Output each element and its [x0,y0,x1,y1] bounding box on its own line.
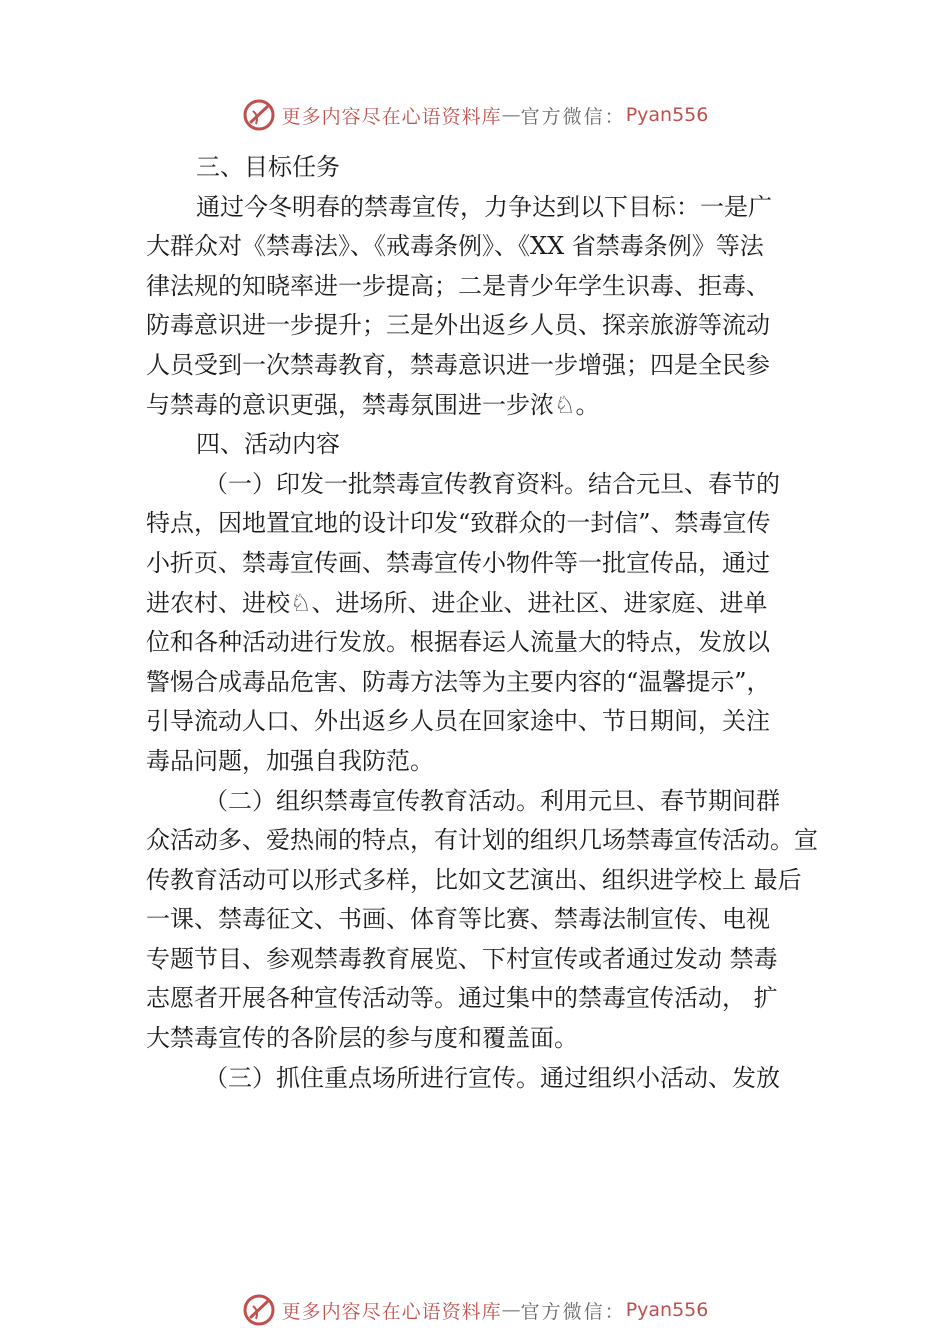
paragraph-line: 众活动多、爱热闹的特点，有计划的组织几场禁毒宣传活动。宣 [146,826,818,855]
paragraph-line: （二）组织禁毒宣传教育活动。利用元旦、春节期间群 [204,786,780,815]
paragraph-line: 律法规的知晓率进一步提高；二是青少年学生识毒、拒毒、 [146,271,770,300]
banner-brand-text: 更多内容尽在心语资料库 [281,105,502,128]
paragraph-line: 防毒意识进一步提升；三是外出返乡人员、探亲旅游等流动 [146,311,770,340]
banner-brand-text: 更多内容尽在心语资料库 [281,1300,502,1323]
brand-logo-icon [242,98,276,132]
paragraph-line: 专题节目、参观禁毒教育展览、下村宣传或者通过发动 禁毒 [146,944,778,973]
paragraph-line: 大禁毒宣传的各阶层的参与度和覆盖面。 [146,1024,578,1053]
banner-dash: — [501,1299,521,1321]
footer-banner [0,1290,950,1330]
document-body [146,148,836,1098]
paragraph-line: 通过今冬明春的禁毒宣传，力争达到以下目标：一是广 [196,192,772,221]
banner-wechat-id: Pyan556 [625,104,709,126]
paragraph-line: 与禁毒的意识更强，禁毒氛围进一步浓♘。 [146,390,600,419]
paragraph-line: 位和各种活动进行发放。根据春运人流量大的特点，发放以 [146,628,770,657]
paragraph-line: 引导流动人口、外出返乡人员在回家途中、节日期间，关注 [146,707,770,736]
paragraph-line: 一课、禁毒征文、书画、体育等比赛、禁毒法制宣传、电视 [146,905,770,934]
paragraph-line: 进农村、进校♘、进场所、进企业、进社区、进家庭、进单 [146,588,768,617]
paragraph-line: 人员受到一次禁毒教育，禁毒意识进一步增强；四是全民参 [146,350,770,379]
paragraph-line: （一）印发一批禁毒宣传教育资料。结合元旦、春节的 [204,469,780,498]
paragraph-line: 小折页、禁毒宣传画、禁毒宣传小物件等一批宣传品，通过 [146,548,770,577]
banner-dash: — [501,104,521,126]
section-heading: 三、目标任务 [196,153,340,181]
paragraph-line: 警惕合成毒品危害、防毒方法等为主要内容的“温馨提示”， [146,667,771,696]
brand-logo-icon [242,1293,276,1327]
paragraph-line: 志愿者开展各种宣传活动等。通过集中的禁毒宣传活动， 扩 [146,984,778,1013]
banner-wechat-label: 官方微信： [520,1300,626,1323]
paragraph-line: （三）抓住重点场所进行宣传。通过组织小活动、发放 [204,1063,780,1092]
paragraph-line: 毒品问题，加强自我防范。 [146,746,434,775]
banner-wechat-id: Pyan556 [625,1299,709,1321]
paragraph-line: 传教育活动可以形式多样，比如文艺演出、组织进学校上 最后 [146,865,802,894]
banner-wechat-label: 官方微信： [520,105,626,128]
header-banner [0,95,950,135]
paragraph-line: 特点，因地置宜地的设计印发“致群众的一封信”、禁毒宣传 [146,509,771,538]
section-heading: 四、活动内容 [196,430,340,459]
paragraph-line: 大群众对《禁毒法》、《戒毒条例》、《XX 省禁毒条例》等法 [146,232,764,261]
